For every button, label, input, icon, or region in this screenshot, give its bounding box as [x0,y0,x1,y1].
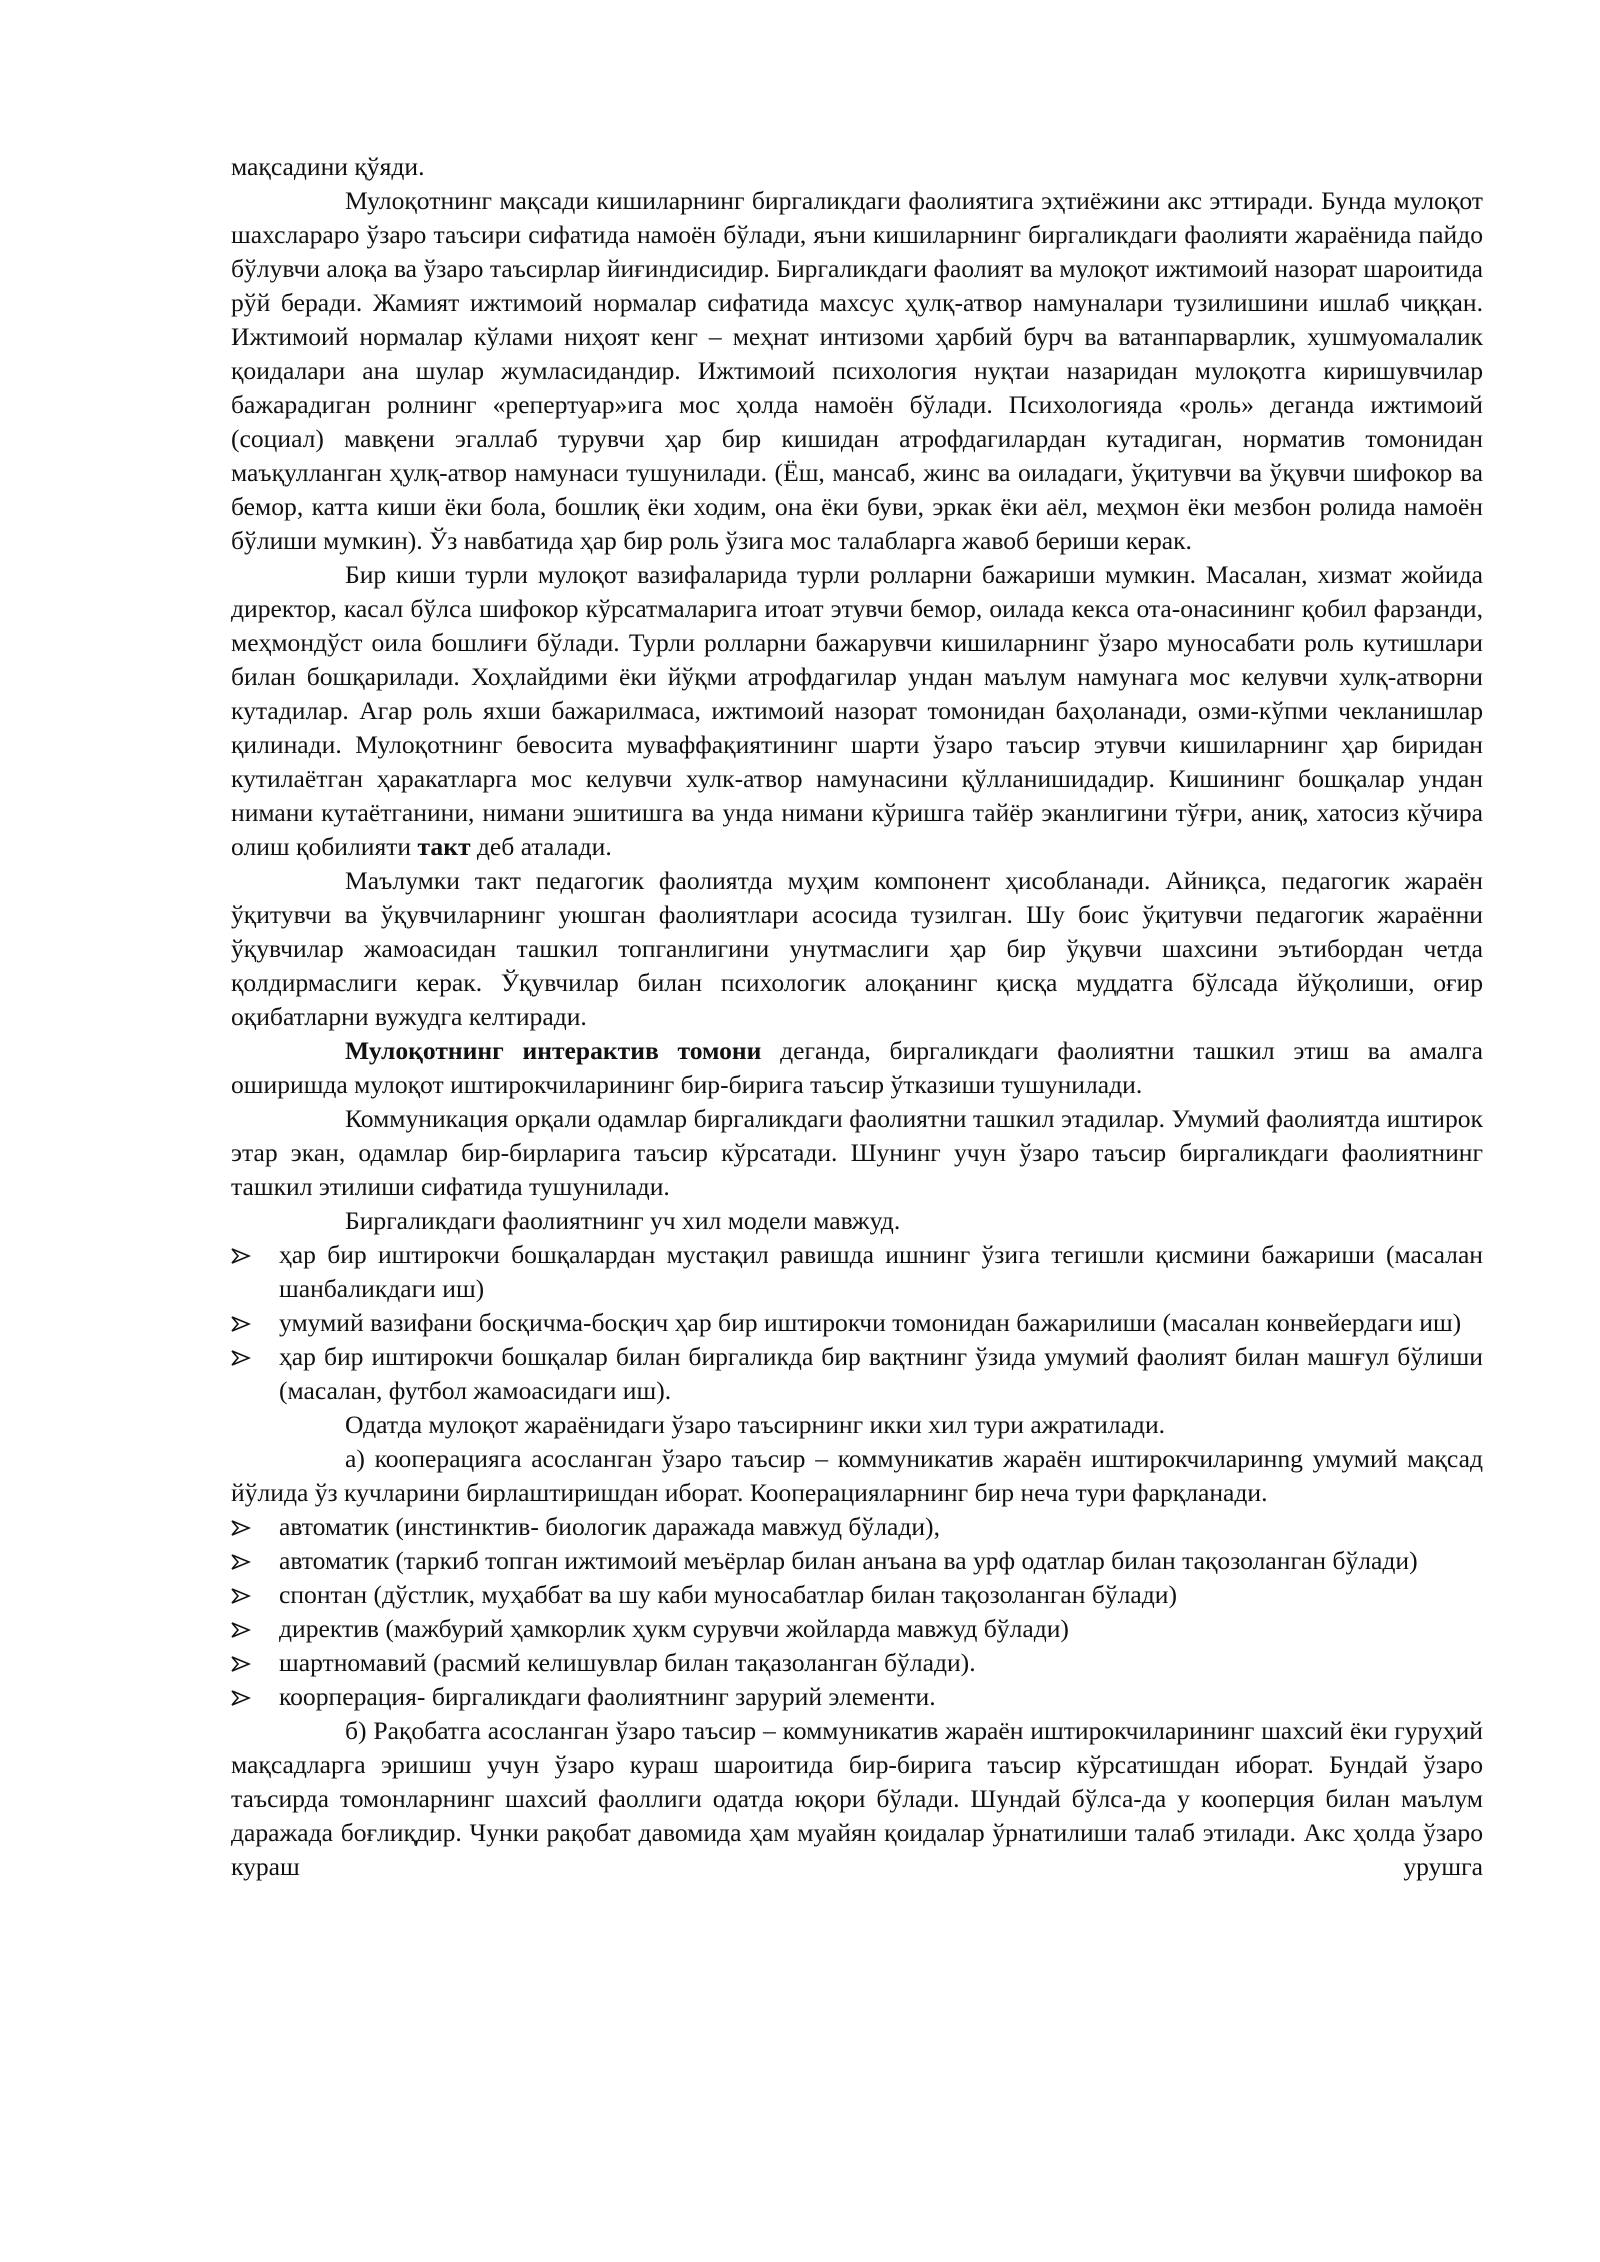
list-item-text: ҳар бир иштирокчи бошқалардан мустақил равишда ишнинг ўзига тегишли қисмини бажариши (масалан шанбаликдаги иш) [279,1240,1483,1303]
list-item [231,1238,1483,1306]
arrow-bullet-icon [231,1238,255,1264]
arrow-bullet-icon [231,1544,255,1570]
paragraph-communication-goal: Мулоқотнинг мақсади кишиларнинг биргаликдаги фаолиятига эҳтиёжини акс эттиради. Бунда мулоқот шахслараро ўзаро таъсири сифатида намоён бўлади, яъни кишиларнинг биргаликдаги фаолияти жараёнида пайдо бўлувчи алоқа ва ўзаро таъсирлар йиғиндисидир. Биргаликдаги фаолият ва мулоқот ижтимоий назорат шароитида рўй беради. Жамият ижтимоий нормалар сифатида махсус ҳулқ-атвор намуналари тузилишини ишлаб чиққан. Ижтимоий нормалар кўлами ниҳоят кенг – меҳнат интизоми ҳарбий бурч ва ватанпарварлик, хушмуомалалик қоидалари ана шулар жумласидандир. Ижтимоий психология нуқтаи назаридан мулоқотга киришувчилар бажарадиган ролнинг «репертуар»ига мос ҳолда намоён бўлади. Психологияда «роль» деганда ижтимоий (социал) мавқени эгаллаб турувчи ҳар бир кишидан атрофдагилардан кутадиган, норматив томонидан маъқулланган ҳулқ-атвор намунаси тушунилади. (Ёш, мансаб, жинс ва оиладаги, ўқитувчи ва ўқувчи шифокор ва бемор, катта киши ёки бола, бошлиқ ёки ходим, она ёки буви, эркак ёки аёл, меҳмон ёки мезбон ролида намоён бўлиши мумкин). Ўз навбатида ҳар бир роль ўзига мос талабларга жавоб бериши керак. [231,186,1483,555]
paragraph-continuation: мақсадини қўяди. [231,152,425,181]
paragraph-three-models: Биргаликдаги фаолиятнинг уч хил модели мавжуд. [345,1206,901,1235]
paragraph-tact-pedagogy: Маълумки такт педагогик фаолиятда муҳим компонент ҳисобланади. Айниқса, педагогик жараён ўқитувчи ва ўқувчиларнинг уюшган фаолиятлари асосида тузилган. Шу боис ўқитувчи педагогик жараённи ўқувчилар жамоасидан ташкил топганлигини унутмаслиги ҳар бир ўқувчи шахсини эътибордан четда қолдирмаслиги керак. Ўқувчилар билан психологик алоқанинг қисқа муддатга бўлсада йўқолиши, оғир оқибатларни вужудга келтиради. [231,866,1483,1031]
list-item [231,1646,1483,1680]
paragraph-cooperation: а) кооперацияга асосланган ўзаро таъсир – коммуникатив жараён иштирокчиларинng умумий мақсад йўлида ўз кучларини бирлаштиришдан иборат. Кооперацияларнинг бир неча тури фарқланади. [231,1444,1483,1507]
list-item-text: автоматик (инстинктив- биологик даражада мавжуд бўлади), [279,1512,940,1541]
document-page [231,150,1483,1884]
arrow-bullet-icon [231,1340,255,1366]
paragraph-two-types: Одатда мулоқот жараёнидаги ўзаро таъсирнинг икки хил тури ажратилади. [345,1410,1166,1439]
list-item [231,1612,1483,1646]
list-item-text: автоматик (таркиб топган ижтимоий меъёрлар билан анъана ва урф одатлар билан тақозоланган бўлади) [279,1546,1418,1575]
term-interactive-side: Мулоқотнинг интерактив томони [345,1036,762,1065]
paragraph-interactive-side [231,1034,1483,1102]
cooperation-types-list [231,1510,1483,1714]
list-item [231,1578,1483,1612]
list-item-text: коорперация- биргаликдаги фаолиятнинг зарурий элементи. [279,1682,936,1711]
list-item-text: умумий вазифани босқичма-босқич ҳар бир иштирокчи томонидан бажарилиши (масалан конвейердаги иш) [279,1308,1462,1337]
list-item-text: спонтан (дўстлик, муҳаббат ва шу каби муносабатлар билан тақозоланган бўлади) [279,1580,1178,1609]
activity-models-list [231,1238,1483,1408]
paragraph-communication-organization: Коммуникация орқали одамлар биргаликдаги фаолиятни ташкил этадилар. Умумий фаолиятда иштирок этар экан, одамлар бир-бирларига таъсир кўрсатади. Шунинг учун ўзаро таъсир биргаликдаги фаолиятнинг ташкил этилиши сифатида тушунилади. [231,1104,1483,1201]
paragraph-competition: б) Рақобатга асосланган ўзаро таъсир – коммуникатив жараён иштирокчиларининг шахсий ёки гуруҳий мақсадларга эришиш учун ўзаро кураш шароитида бир-бирига таъсир кўрсатишдан иборат. Бундай ўзаро таъсирда томонларнинг шахсий фаоллиги одатда юқори бўлади. Шундай бўлса-да у кооперция билан маълум даражада боғлиқдир. Чунки рақобат давомида ҳам муайян қоидалар ўрнатилиши талаб этилади. Акс ҳолда ўзаро кураш урушга [231,1716,1483,1881]
paragraph-interactive-side-text: деганда, биргаликдаги фаолиятни ташкил этиш ва амалга оширишда мулоқот иштирокчиларининг бир-бирига таъсир ўтказиши тушунилади. [231,1036,1483,1099]
arrow-bullet-icon [231,1578,255,1604]
arrow-bullet-icon [231,1306,255,1332]
arrow-bullet-icon [231,1680,255,1706]
paragraph-roles-text: Бир киши турли мулоқот вазифаларида турли ролларни бажариши мумкин. Масалан, хизмат жойида директор, касал бўлса шифокор кўрсатмаларига итоат этувчи бемор, оилада кекса ота-онасининг қобил фарзанди, меҳмондўст оила бошлиғи бўлади. Турли ролларни бажарувчи кишиларнинг ўзаро муносабати роль кутишлари билан бошқарилади. Хоҳлайдими ёки йўқми атрофдагилар ундан маълум намунага мос келувчи хулқ-атворни кутадилар. Агар роль яхши бажарилмаса, ижтимоий назорат томонидан баҳоланади, озми-кўпми чекланишлар қилинади. Мулоқотнинг бевосита муваффақиятининг шарти ўзаро таъсир этувчи кишиларнинг ҳар биридан кутилаётган ҳаракатларга мос келувчи хулк-атвор намунасини қўлланишидадир. Кишининг бошқалар ундан нимани кутаётганини, нимани эшитишга ва унда нимани кўришга тайёр эканлигини тўғри, аниқ, хатосиз кўчира олиш қобилияти [231,560,1483,861]
list-item [231,1544,1483,1578]
term-tact: такт [417,832,471,861]
paragraph-roles-tail: деб аталади. [470,832,612,861]
list-item-text: ҳар бир иштирокчи бошқалар билан биргаликда бир вақтнинг ўзида умумий фаолият билан машғул бўлиши (масалан, футбол жамоасидаги иш). [279,1342,1483,1405]
arrow-bullet-icon [231,1510,255,1536]
list-item-text: директив (мажбурий ҳамкорлик ҳукм сурувчи жойларда мавжуд бўлади) [279,1614,1069,1643]
list-item-text: шартномавий (расмий келишувлар билан тақазоланган бўлади). [279,1648,976,1677]
arrow-bullet-icon [231,1612,255,1638]
list-item [231,1340,1483,1408]
paragraph-roles [231,558,1483,864]
list-item [231,1510,1483,1544]
list-item [231,1680,1483,1714]
list-item [231,1306,1483,1340]
arrow-bullet-icon [231,1646,255,1672]
